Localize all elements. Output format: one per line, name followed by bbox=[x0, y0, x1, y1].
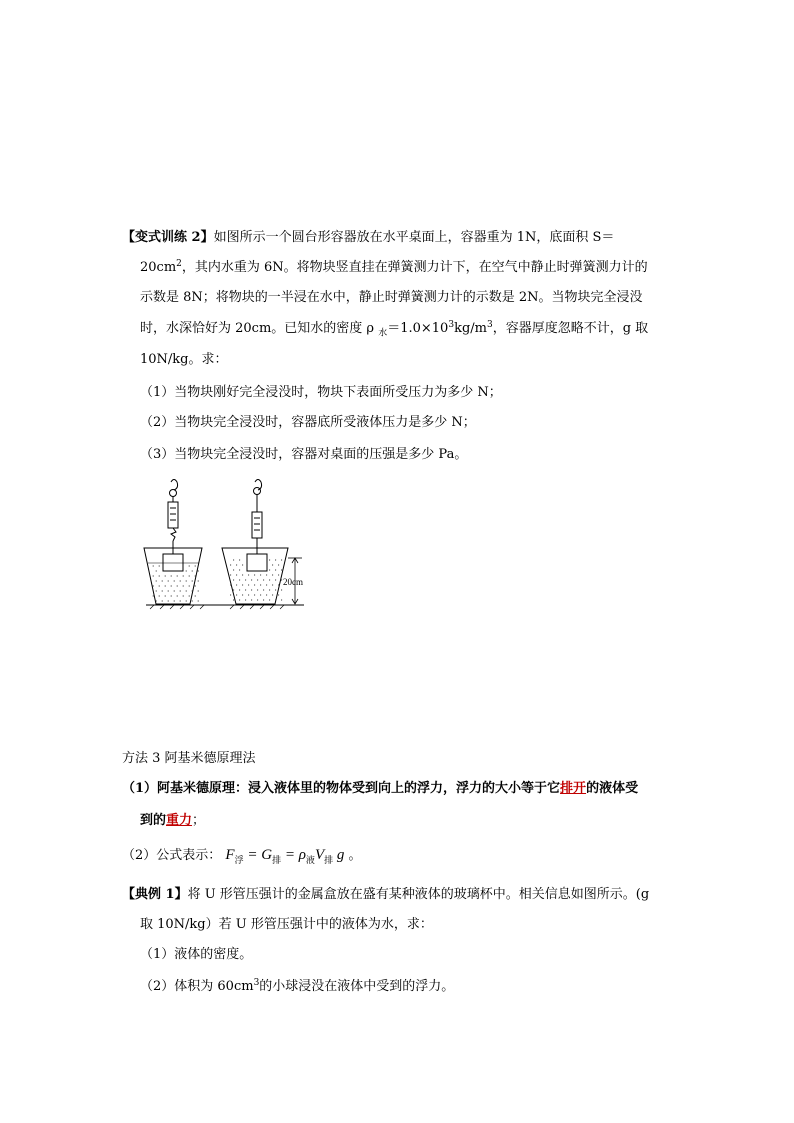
water-dot bbox=[180, 600, 181, 601]
example-heading: 【典例 1】 bbox=[122, 887, 188, 902]
water-dot bbox=[239, 599, 240, 600]
water-dot bbox=[275, 569, 276, 570]
water-dot bbox=[177, 575, 178, 576]
water-dot bbox=[281, 559, 282, 560]
water-dot bbox=[233, 579, 234, 580]
water-dot bbox=[257, 579, 258, 580]
water-dot bbox=[275, 599, 276, 600]
water-dot bbox=[162, 580, 163, 581]
water-dot bbox=[156, 580, 157, 581]
water-dot bbox=[251, 579, 252, 580]
water-dot bbox=[269, 559, 270, 560]
water-dot bbox=[275, 559, 276, 560]
example-question-1: （1）液体的密度。 bbox=[140, 947, 253, 962]
water-dot bbox=[236, 564, 237, 565]
water-dot bbox=[230, 594, 231, 595]
water-dot bbox=[177, 595, 178, 596]
water-dot bbox=[189, 585, 190, 586]
water-dot bbox=[272, 594, 273, 595]
water-dot bbox=[186, 600, 187, 601]
water-dot bbox=[278, 594, 279, 595]
water-dot bbox=[254, 594, 255, 595]
water-dot bbox=[195, 575, 196, 576]
water-dot bbox=[260, 584, 261, 585]
water-dot bbox=[174, 580, 175, 581]
right-apparatus bbox=[247, 480, 267, 572]
water-dot bbox=[260, 594, 261, 595]
water-dot bbox=[239, 559, 240, 560]
water-dot bbox=[245, 599, 246, 600]
water-dot bbox=[248, 594, 249, 595]
water-dot bbox=[168, 590, 169, 591]
water-dot bbox=[236, 584, 237, 585]
water-dot bbox=[171, 585, 172, 586]
water-dot bbox=[195, 565, 196, 566]
ground-hatch bbox=[150, 605, 284, 609]
water-dot bbox=[239, 569, 240, 570]
water-dot bbox=[153, 565, 154, 566]
water-dot bbox=[251, 589, 252, 590]
water-dot bbox=[156, 590, 157, 591]
water-dot bbox=[198, 600, 199, 601]
water-dot bbox=[159, 565, 160, 566]
water-dot bbox=[153, 585, 154, 586]
water-dot bbox=[242, 584, 243, 585]
water-dot bbox=[162, 590, 163, 591]
water-dot bbox=[236, 574, 237, 575]
water-dot bbox=[198, 590, 199, 591]
water-dot bbox=[168, 600, 169, 601]
water-dot bbox=[162, 600, 163, 601]
water-dot bbox=[248, 584, 249, 585]
water-dot bbox=[195, 595, 196, 596]
water-dot bbox=[180, 590, 181, 591]
example-line-1: 【典例 1】将 U 形管压强计的金属盒放在盛有某种液体的玻璃杯中。相关信息如图所示。(g bbox=[122, 887, 650, 902]
water-dot bbox=[230, 564, 231, 565]
example-question-2: （2）体积为 $60cm^3$的小球浸没在液体中受到的浮力。 bbox=[140, 978, 455, 994]
water-dot bbox=[278, 584, 279, 585]
left-apparatus bbox=[163, 480, 183, 572]
water-dot bbox=[159, 595, 160, 596]
water-dot bbox=[189, 565, 190, 566]
water-dot bbox=[251, 599, 252, 600]
water-dot bbox=[242, 564, 243, 565]
water-dot bbox=[269, 599, 270, 600]
question-1: （1）当物块刚好完全浸没时，物块下表面所受压力为多少 N； bbox=[140, 385, 502, 400]
water-dot bbox=[233, 569, 234, 570]
formula-line: （2）公式表示： $F_浮 = G_排 = \rho_液V_排$ g 。 bbox=[122, 847, 362, 865]
water-dot bbox=[254, 574, 255, 575]
water-dot bbox=[198, 580, 199, 581]
spring-scale-figure bbox=[140, 474, 340, 614]
water-dot bbox=[177, 585, 178, 586]
water-dot bbox=[186, 580, 187, 581]
water-dot bbox=[266, 584, 267, 585]
water-dot bbox=[195, 585, 196, 586]
water-dot bbox=[281, 569, 282, 570]
water-dot bbox=[192, 600, 193, 601]
water-dot bbox=[272, 584, 273, 585]
water-dot bbox=[171, 595, 172, 596]
water-dot bbox=[189, 575, 190, 576]
water-dot bbox=[269, 569, 270, 570]
water-dot bbox=[183, 585, 184, 586]
water-dot bbox=[230, 584, 231, 585]
water-dot bbox=[183, 575, 184, 576]
water-dot bbox=[254, 584, 255, 585]
water-dot bbox=[183, 595, 184, 596]
water-dot bbox=[242, 594, 243, 595]
depth-label: 20cm bbox=[283, 577, 303, 587]
question-3: （3）当物块完全浸没时，容器对桌面的压强是多少 Pa。 bbox=[140, 447, 468, 462]
water-dot bbox=[245, 589, 246, 590]
water-dot bbox=[233, 559, 234, 560]
water-dot bbox=[192, 570, 193, 571]
water-dot bbox=[156, 600, 157, 601]
water-dot bbox=[242, 574, 243, 575]
water-dot bbox=[272, 564, 273, 565]
water-dot bbox=[266, 594, 267, 595]
water-dot bbox=[153, 595, 154, 596]
water-dot bbox=[156, 570, 157, 571]
water-dot bbox=[245, 579, 246, 580]
water-dot bbox=[186, 590, 187, 591]
water-dot bbox=[233, 589, 234, 590]
water-dot bbox=[153, 575, 154, 576]
exercise-line-4: 时，水深恰好为 20cm。已知水的密度 ρ $_水=1.0\times 10^3kg/m^3$，容器厚度忽略不计，g 取 bbox=[140, 320, 649, 339]
water-dot bbox=[275, 579, 276, 580]
water-dot bbox=[269, 579, 270, 580]
water-dot bbox=[233, 599, 234, 600]
water-dot bbox=[269, 589, 270, 590]
exercise-line-3: 示数是 8N；将物块的一半浸在水中，静止时弹簧测力计的示数是 2N。当物块完全浸没 bbox=[140, 290, 643, 305]
principle-line-1: （1）阿基米德原理：浸入液体里的物体受到向上的浮力，浮力的大小等于它排开的液体受 bbox=[122, 781, 639, 796]
water-dot bbox=[239, 589, 240, 590]
water-dot bbox=[159, 585, 160, 586]
water-dot bbox=[168, 580, 169, 581]
water-dot bbox=[192, 590, 193, 591]
water-dot bbox=[165, 585, 166, 586]
principle-line-2: 到的重力； bbox=[140, 813, 206, 828]
water-dot bbox=[174, 600, 175, 601]
water-dot bbox=[272, 574, 273, 575]
water-dot bbox=[260, 574, 261, 575]
water-dot bbox=[278, 564, 279, 565]
water-dot bbox=[281, 599, 282, 600]
water-dot bbox=[171, 575, 172, 576]
water-dot bbox=[165, 595, 166, 596]
water-dot bbox=[165, 575, 166, 576]
water-dot bbox=[275, 589, 276, 590]
buoyancy-formula: $F_浮 = G_排 = \rho_液V_排$ g bbox=[225, 847, 345, 865]
water-dot bbox=[278, 574, 279, 575]
water-dot bbox=[230, 574, 231, 575]
water-dot bbox=[257, 599, 258, 600]
water-dot bbox=[174, 590, 175, 591]
water-dot bbox=[257, 589, 258, 590]
water-dot bbox=[198, 570, 199, 571]
water-dot bbox=[192, 580, 193, 581]
exercise-line-5: 10N/kg。求： bbox=[140, 352, 228, 367]
water-dot bbox=[248, 574, 249, 575]
water-dot bbox=[263, 579, 264, 580]
example-line-2: 取 10N/kg）若 U 形管压强计中的液体为水，求： bbox=[140, 917, 433, 932]
water-dot bbox=[239, 579, 240, 580]
water-dot bbox=[186, 570, 187, 571]
water-dot bbox=[236, 594, 237, 595]
water-dot bbox=[189, 595, 190, 596]
water-dot bbox=[180, 580, 181, 581]
water-dot bbox=[281, 589, 282, 590]
water-dot bbox=[263, 589, 264, 590]
water-dot bbox=[263, 599, 264, 600]
water-dot bbox=[159, 575, 160, 576]
exercise-line-2: $20cm^2$，其内水重为 6N。将物块竖直挂在弹簧测力计下，在空气中静止时弹簧测力计的 bbox=[140, 259, 648, 275]
water-dot bbox=[266, 574, 267, 575]
exercise-heading: 【变式训练 2】 bbox=[122, 230, 214, 245]
question-2: （2）当物块完全浸没时，容器底所受液体压力是多少 N； bbox=[140, 415, 476, 430]
exercise-line-1: 【变式训练 2】如图所示一个圆台形容器放在水平桌面上，容器重为 1N，底面积 S＝ bbox=[122, 230, 615, 245]
method-title: 方法 3 阿基米德原理法 bbox=[122, 751, 256, 766]
